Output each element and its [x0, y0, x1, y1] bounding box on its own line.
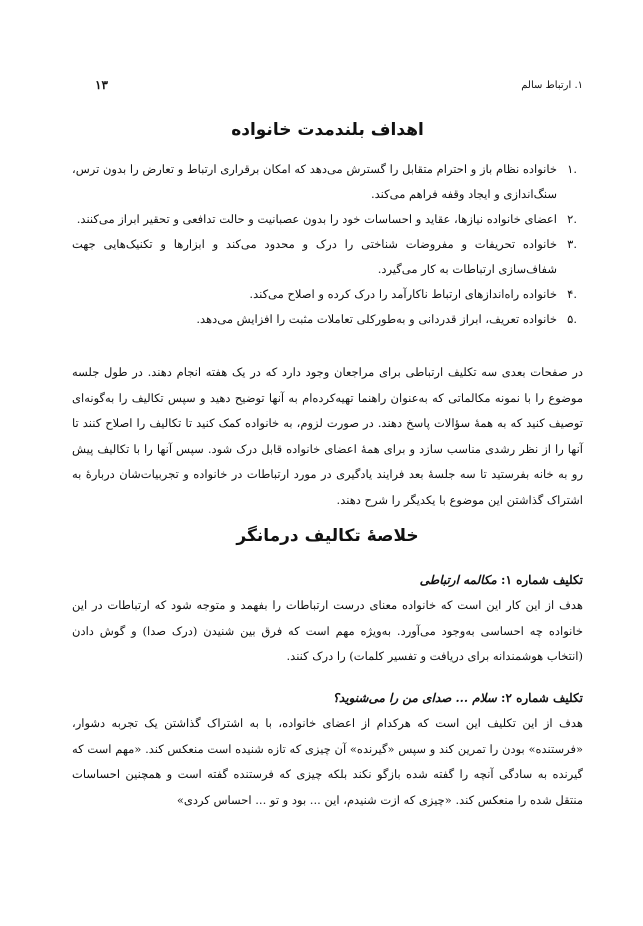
goals-list — [72, 157, 583, 332]
page-number: ۱۳ — [95, 78, 108, 92]
goals-section — [72, 120, 583, 140]
page-header — [95, 78, 583, 92]
task-1-body: هدف از این کار این است که خانواده معنای درست ارتباطات را بفهمد و متوجه شود که ارتباطات در این خانواده چه احساسی به‌وجود می‌آورد. به‌ویژه مهم است که فرق بین شنیدن (درک صدا) و گوش دادن (انتخاب هوشمندانه برای دریافت و تفسیر کلمات) را درک کنند. — [72, 598, 583, 663]
task-2 — [72, 685, 583, 813]
task-2-heading: تکلیف شماره ۲: سلام ... صدای من را می‌شنوید؟ — [332, 691, 583, 705]
intro-paragraph: در صفحات بعدی سه تکلیف ارتباطی برای مراجعان وجود دارد که در یک هفته انجام دهند. در طول جلسه موضوع را با نمونه مکالماتی که به‌عنوان راهنما تهیه‌کرده‌ام به آنها توضیح دهید و سپس تکالیف را به‌گونه‌ای توصیف کنید که به همهٔ سؤالات پاسخ دهند. در صورت لزوم، به خانواده کمک کنید تا تکالیف را اصلاح کنند تا آنها را از نظر رشدی مناسب سازد و برای همهٔ اعضای خانواده قابل درک شود. سپس آنها را با تکالیف پیش رو به خانه بفرستید تا سه جلسهٔ بعد فرایند یادگیری در مورد ارتباطات در خانواده و تجربیات‌شان دربارهٔ به اشتراک گذاشتن این موضوع با یکدیگر را شرح دهند. — [72, 365, 583, 507]
task-2-body: هدف از این تکلیف این است که هرکدام از اعضای خانواده، با به اشتراک گذاشتن یک تجربه دشوار، «فرستنده» بودن را تمرین کند و سپس «گیرنده» آن چیزی که تازه شنیده است منعکس کند. «مهم است که گیرنده به سادگی آنچه را گفته شده بازگو نکند بلکه چیزی که فرستنده گفته است و همچنین احساسات منتقل شده را منعکس کند. «چیزی که ازت شنیدم، این ... بود و تو ... احساس کردی» — [72, 716, 583, 807]
summary-section — [72, 526, 583, 546]
goal-item-5: .۵ خانواده تعریف، ابراز قدردانی و به‌طورکلی تعاملات مثبت را افزایش می‌دهد. — [196, 312, 577, 326]
goal-item-1: .۱ خانواده نظام باز و احترام متقابل را گسترش می‌دهد که امکان برقراری ارتباط و تعارض را بدون ترس، سنگ‌اندازی و ایجاد وقفه فراهم می‌کند. — [72, 162, 577, 201]
chapter-title: ۱. ارتباط سالم — [521, 79, 583, 91]
task-1 — [72, 567, 583, 670]
summary-heading: خلاصهٔ تکالیف درمانگر — [236, 526, 419, 546]
intro-paragraph-section — [72, 360, 583, 513]
goal-item-2: .۲ اعضای خانواده نیازها، عقاید و احساسات خود را بدون عصبانیت و حالت تدافعی و تحقیر ابراز می‌کنند. — [76, 212, 577, 226]
goals-heading: اهداف بلندمدت خانواده — [231, 120, 424, 140]
task-1-heading: تکلیف شماره ۱: مکالمه ارتباطی — [419, 573, 583, 587]
goal-item-4: .۴ خانواده راه‌اندازهای ارتباط ناکارآمد را درک کرده و اصلاح می‌کند. — [249, 287, 577, 301]
goals-list-section — [72, 157, 583, 332]
goal-item-3: .۳ خانواده تحریفات و مفروضات شناختی را درک و محدود می‌کند و ابزارها و تکنیک‌هایی جهت شفاف‌سازی ارتباطات به کار می‌گیرد. — [72, 237, 577, 276]
